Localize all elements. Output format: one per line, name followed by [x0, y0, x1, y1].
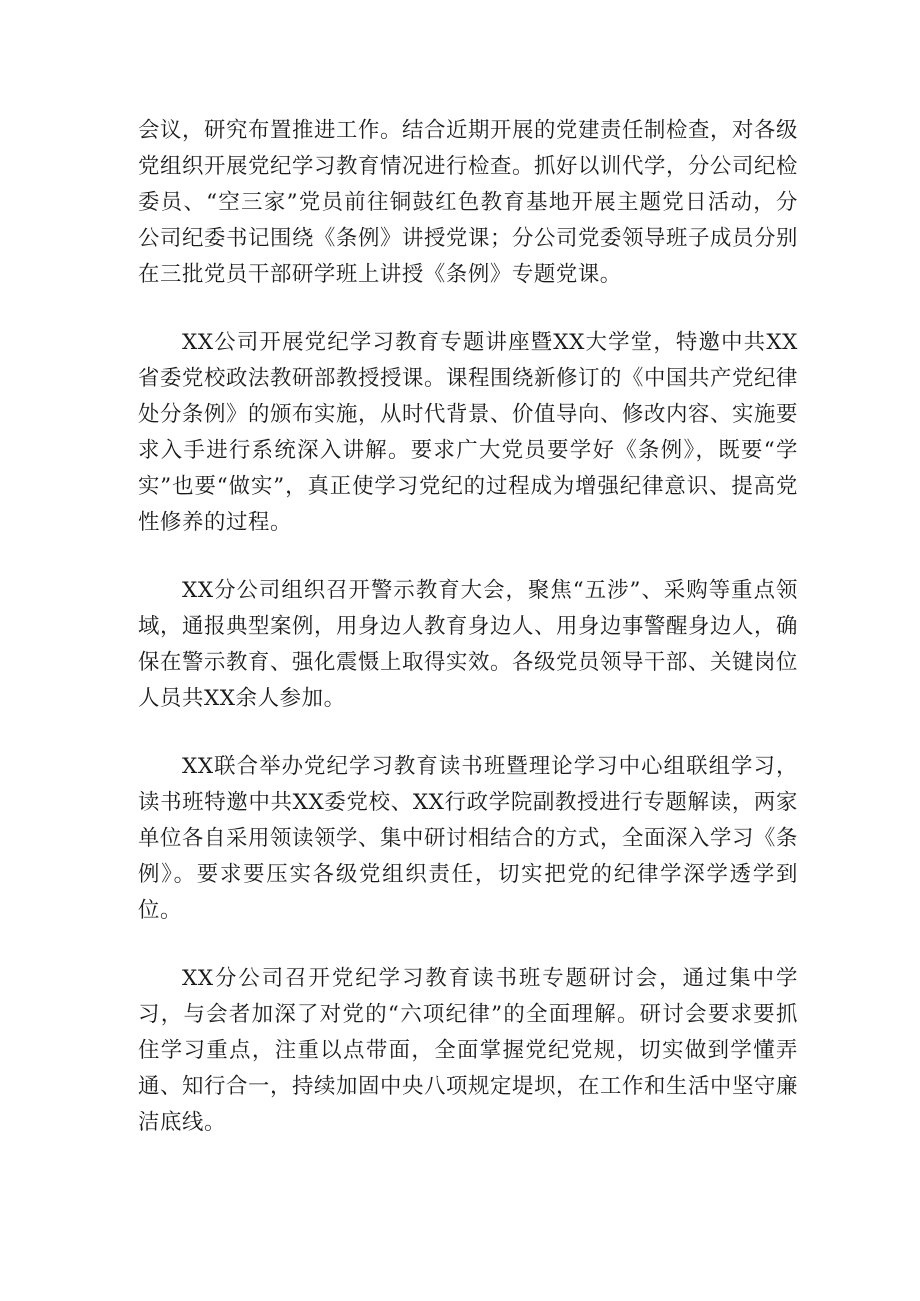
paragraph-continuation: 会议，研究布置推进工作。结合近期开展的党建责任制检查，对各级党组织开展党纪学习教育情况进行检查。抓好以训代学，分公司纪检委员、“空三家”党员前往铜鼓红色教育基地开展主题党日活动，分公司纪委书记围绕《条例》讲授党课；分公司党委领导班子成员分别在三批党员干部研学班上讲授《条例》专题党课。: [138, 118, 798, 287]
paragraph-reading-class: XX联合举办党纪学习教育读书班暨理论学习中心组联组学习，读书班特邀中共XX委党校、XX行政学院副教授进行专题解读，两家单位各自采用领读领学、集中研讨相结合的方式，全面深入学习《条例》。要求要压实各级党组织责任，切实把党的纪律学深学透学到位。: [138, 754, 798, 923]
paragraph-lecture: XX公司开展党纪学习教育专题讲座暨XX大学堂，特邀中共XX省委党校政法教研部教授授课。课程围绕新修订的《中国共产党纪律处分条例》的颁布实施，从时代背景、价值导向、修改内容、实施要求入手进行系统深入讲解。要求广大党员要学好《条例》，既要“学实”也要“做实”，真正使学习党纪的过程成为增强纪律意识、提高党性修养的过程。: [138, 330, 798, 535]
document-body: [138, 113, 798, 1141]
paragraph-seminar: XX分公司召开党纪学习教育读书班专题研讨会，通过集中学习，与会者加深了对党的“六项纪律”的全面理解。研讨会要求要抓住学习重点，注重以点带面，全面掌握党纪党规，切实做到学懂弄通、知行合一，持续加固中央八项规定堤坝，在工作和生活中坚守廉洁底线。: [138, 966, 798, 1135]
paragraph-warning-education: XX分公司组织召开警示教育大会，聚焦“五涉”、采购等重点领域，通报典型案例，用身边人教育身边人、用身边事警醒身边人，确保在警示教育、强化震慑上取得实效。各级党员领导干部、关键岗位人员共XX余人参加。: [138, 578, 798, 711]
